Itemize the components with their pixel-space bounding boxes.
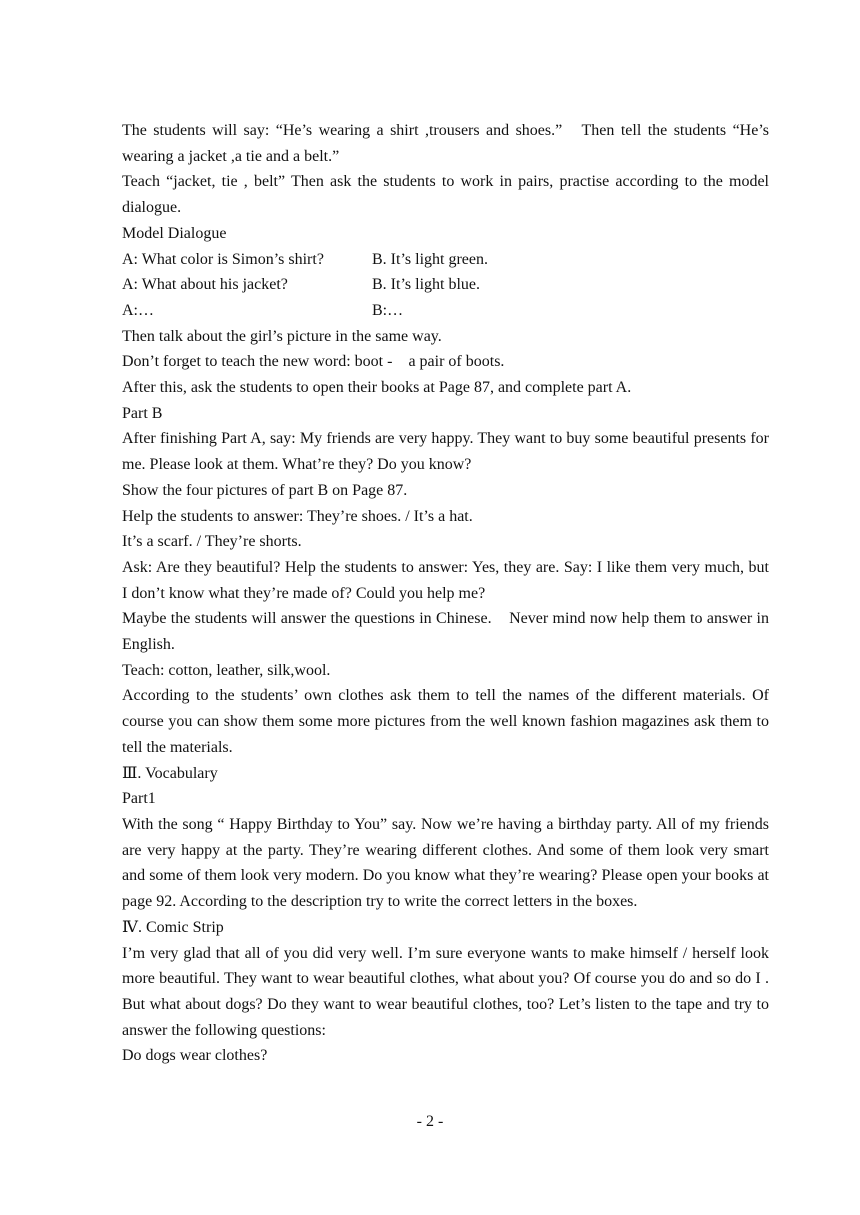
dialogue-line-a: A:… xyxy=(122,301,154,319)
paragraph: After this, ask the students to open their books at Page 87, and complete part A. xyxy=(122,379,632,397)
paragraph: Show the four pictures of part B on Page 87. xyxy=(122,481,408,499)
paragraph: After finishing Part A, say: My friends are very happy. They want to buy some beautiful presents for me. Please look at them. What’re they? Do you know? xyxy=(122,430,769,474)
page-number: - 2 - xyxy=(416,1113,444,1130)
paragraph: I’m very glad that all of you did very well. I’m sure everyone wants to make himself / herself look more beautiful. They want to wear beautiful clothes, what about you? Of course you do and so do I . But what about dogs? Do they want to wear beautiful clothes, too? Let’s listen to the tape and try to answer the following questions: xyxy=(122,944,769,1039)
dialogue-line-a: A: What color is Simon’s shirt? xyxy=(122,250,324,268)
section-heading: Ⅲ. Vocabulary xyxy=(122,764,218,782)
section-heading: Part B xyxy=(122,404,163,422)
section-heading: Model Dialogue xyxy=(122,224,227,242)
paragraph: With the song “ Happy Birthday to You” say. Now we’re having a birthday party. All of my friends are very happy at the party. They’re wearing different clothes. And some of them look very smart and some of them look very modern. Do you know what they’re wearing? Please open your books at page 92. According to the description try to write the correct letters in the boxes. xyxy=(122,815,769,911)
dialogue-line-a: A: What about his jacket? xyxy=(122,276,288,294)
dialogue-line-b: B:… xyxy=(372,301,404,319)
paragraph: Ask: Are they beautiful? Help the students to answer: Yes, they are. Say: I like them very much, but I don’t know what they’re made of? Could you help me? xyxy=(122,558,769,602)
paragraph: Help the students to answer: They’re shoes. / It’s a hat. xyxy=(122,507,473,525)
paragraph: According to the students’ own clothes ask them to tell the names of the different materials. Of course you can show them some more pictures from the well known fashion magazines ask them to tell the materials. xyxy=(122,687,769,756)
section-heading: Part1 xyxy=(122,790,156,808)
paragraph: Teach “jacket, tie , belt” Then ask the students to work in pairs, practise according to the model dialogue. xyxy=(122,173,769,217)
section-heading: Ⅳ. Comic Strip xyxy=(122,918,224,936)
dialogue-row xyxy=(122,298,769,324)
paragraph: Don’t forget to teach the new word: boot - a pair of boots. xyxy=(122,353,505,371)
document-body xyxy=(122,118,769,1069)
dialogue-line-b: B. It’s light blue. xyxy=(372,276,480,294)
paragraph: Maybe the students will answer the questions in Chinese. Never mind now help them to answer in English. xyxy=(122,610,769,654)
paragraph: Teach: cotton, leather, silk,wool. xyxy=(122,661,331,679)
dialogue-row xyxy=(122,272,769,298)
paragraph: The students will say: “He’s wearing a shirt ,trousers and shoes.” Then tell the students “He’s wearing a jacket ,a tie and a belt.” xyxy=(122,122,769,165)
paragraph: Then talk about the girl’s picture in the same way. xyxy=(122,327,442,345)
dialogue-line-b: B. It’s light green. xyxy=(372,250,488,268)
paragraph: It’s a scarf. / They’re shorts. xyxy=(122,533,302,551)
paragraph: Do dogs wear clothes? xyxy=(122,1047,268,1065)
dialogue-row xyxy=(122,247,769,273)
